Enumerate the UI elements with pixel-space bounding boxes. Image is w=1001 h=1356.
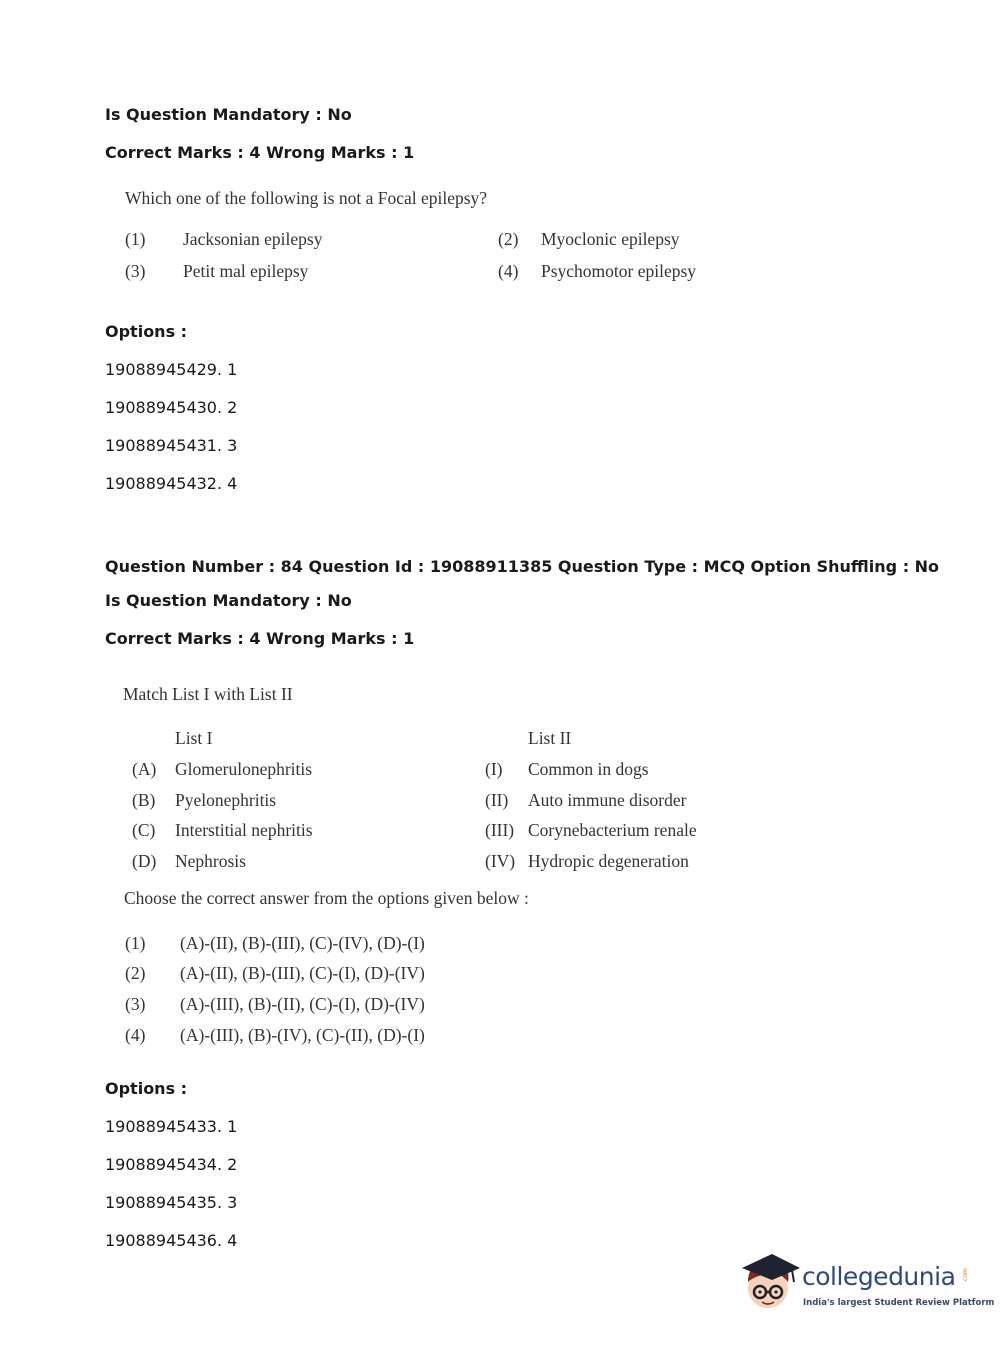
logo-domain-suffix: .com <box>961 1268 969 1283</box>
q84-row-iii-text: Corynebacterium renale <box>528 820 697 840</box>
q84-option-2: 19088945434. 2 <box>105 1155 238 1174</box>
q84-question-text: Match List I with List II <box>123 684 293 704</box>
q83-options-label: Options : <box>105 322 188 341</box>
q83-marks: Correct Marks : 4 Wrong Marks : 1 <box>105 143 415 162</box>
q84-answer-4-text: (A)-(III), (B)-(IV), (C)-(II), (D)-(I) <box>180 1025 425 1045</box>
q84-row-c-text: Interstitial nephritis <box>175 820 313 840</box>
q84-answer-1-text: (A)-(II), (B)-(III), (C)-(IV), (D)-(I) <box>180 933 425 953</box>
q84-instruction: Choose the correct answer from the options given below : <box>124 888 529 908</box>
q83-choice-4-num: (4) <box>498 261 519 281</box>
q84-answer-1-num: (1) <box>125 933 146 953</box>
q83-choice-1-num: (1) <box>125 229 146 249</box>
q84-list2-title: List II <box>528 728 572 748</box>
logo-tagline: India's largest Student Review Platform <box>803 1298 995 1308</box>
q84-row-c-key: (C) <box>132 820 156 840</box>
q83-option-3: 19088945431. 3 <box>105 436 238 455</box>
q84-row-d-key: (D) <box>132 851 157 871</box>
q83-choice-3-num: (3) <box>125 261 146 281</box>
q84-answer-4-num: (4) <box>125 1025 146 1045</box>
q84-row-iv-key: (IV) <box>485 851 516 871</box>
collegedunia-logo <box>740 1248 995 1320</box>
q83-mandatory: Is Question Mandatory : No <box>105 105 352 124</box>
q83-choice-1-text: Jacksonian epilepsy <box>183 229 323 249</box>
q84-list1-title: List I <box>175 728 213 748</box>
q83-question-text: Which one of the following is not a Focal epilepsy? <box>125 188 488 208</box>
q84-header: Question Number : 84 Question Id : 19088911385 Question Type : MCQ Option Shuffling : No <box>105 557 940 576</box>
q84-option-4: 19088945436. 4 <box>105 1231 238 1250</box>
logo-wordmark: collegedunia <box>802 1262 956 1291</box>
q84-row-iv-text: Hydropic degeneration <box>528 851 689 871</box>
q84-answer-3-num: (3) <box>125 994 146 1014</box>
q84-row-b-key: (B) <box>132 790 156 810</box>
q83-choice-4-text: Psychomotor epilepsy <box>541 261 697 281</box>
q84-row-b-text: Pyelonephritis <box>175 790 277 810</box>
q84-mandatory: Is Question Mandatory : No <box>105 591 352 610</box>
q84-answer-2-num: (2) <box>125 963 146 983</box>
q84-row-ii-text: Auto immune disorder <box>528 790 687 810</box>
q83-choice-2-text: Myoclonic epilepsy <box>541 229 680 249</box>
mascot-icon <box>740 1248 802 1314</box>
q84-row-ii-key: (II) <box>485 790 509 810</box>
q84-answer-3-text: (A)-(III), (B)-(II), (C)-(I), (D)-(IV) <box>180 994 425 1014</box>
q84-marks: Correct Marks : 4 Wrong Marks : 1 <box>105 629 415 648</box>
q84-option-3: 19088945435. 3 <box>105 1193 238 1212</box>
q84-row-i-key: (I) <box>485 759 503 779</box>
q84-answer-2-text: (A)-(II), (B)-(III), (C)-(I), (D)-(IV) <box>180 963 425 983</box>
q84-row-iii-key: (III) <box>485 820 515 840</box>
q84-row-a-key: (A) <box>132 759 157 779</box>
q83-option-1: 19088945429. 1 <box>105 360 238 379</box>
q83-option-4: 19088945432. 4 <box>105 474 238 493</box>
q84-row-a-text: Glomerulonephritis <box>175 759 313 779</box>
q84-option-1: 19088945433. 1 <box>105 1117 238 1136</box>
q83-choice-3-text: Petit mal epilepsy <box>183 261 309 281</box>
q83-option-2: 19088945430. 2 <box>105 398 238 417</box>
q84-row-d-text: Nephrosis <box>175 851 246 871</box>
q83-choice-2-num: (2) <box>498 229 519 249</box>
q84-row-i-text: Common in dogs <box>528 759 649 779</box>
q84-options-label: Options : <box>105 1079 188 1098</box>
